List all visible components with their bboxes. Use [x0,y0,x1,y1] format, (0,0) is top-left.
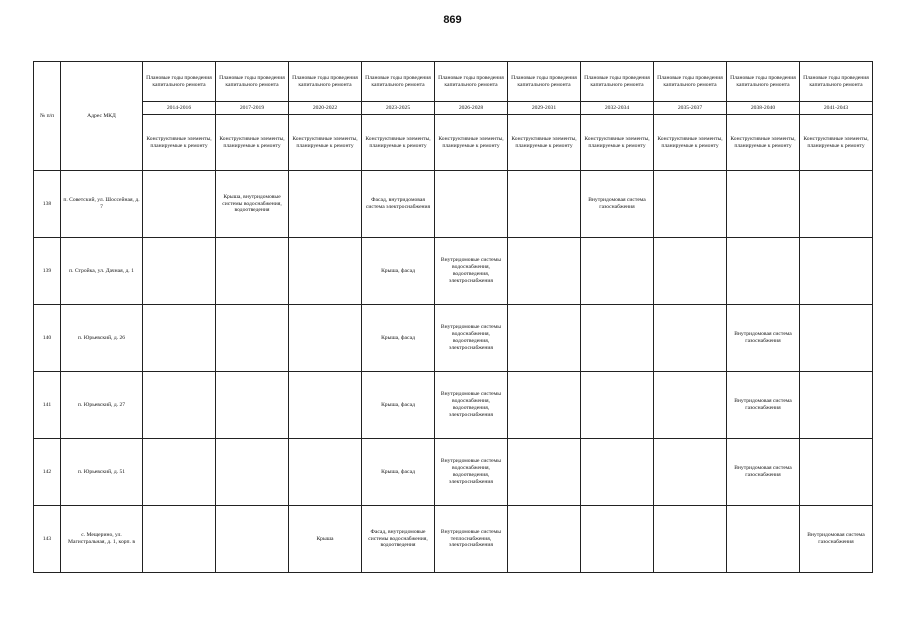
row-number: 142 [34,439,61,506]
capital-repair-table [33,61,873,573]
period-title: Плановые годы проведения капитального ремонта [216,62,289,102]
row-number: 143 [34,506,61,573]
work-cell [289,372,362,439]
work-cell [581,238,654,305]
work-cell [508,506,581,573]
work-cell [508,171,581,238]
header-years-row [34,102,873,115]
work-cell [143,171,216,238]
work-cell [216,305,289,372]
work-cell: Фасад, внутридомовая система электроснабжения [362,171,435,238]
table-row [34,171,873,238]
work-cell [581,439,654,506]
period-title: Плановые годы проведения капитального ремонта [508,62,581,102]
work-cell [654,171,727,238]
period-title: Плановые годы проведения капитального ремонта [727,62,800,102]
work-cell [143,305,216,372]
period-title: Плановые годы проведения капитального ремонта [800,62,873,102]
work-cell [143,372,216,439]
period-subtitle: Конструктивные элементы, планируемые к ремонту [143,115,216,171]
work-cell: Внутридомовые системы водоснабжения, водоотведения, электроснабжения [435,305,508,372]
work-cell [727,238,800,305]
row-address: с. Мещерино, ул. Магистральная, д. 1, корп. в [61,506,143,573]
work-cell: Крыша, фасад [362,305,435,372]
work-cell [800,305,873,372]
work-cell: Внутридомовые системы водоснабжения, водоотведения, электроснабжения [435,238,508,305]
period-years: 2017-2019 [216,102,289,115]
work-cell: Внутридомовая система газоснабжения [727,305,800,372]
work-cell: Внутридомовая система газоснабжения [800,506,873,573]
work-cell: Крыша, фасад [362,372,435,439]
work-cell [508,305,581,372]
period-years: 2032-2034 [581,102,654,115]
period-title: Плановые годы проведения капитального ремонта [435,62,508,102]
period-subtitle: Конструктивные элементы, планируемые к ремонту [362,115,435,171]
work-cell [800,372,873,439]
work-cell [654,439,727,506]
page-number: 869 [443,14,462,26]
table-row [34,372,873,439]
work-cell [654,372,727,439]
work-cell: Крыша, внутридомовые системы водоснабжения, водоотведения [216,171,289,238]
work-cell [143,439,216,506]
work-cell [581,305,654,372]
work-cell: Внутридомовые системы теплоснабжения, электроснабжения [435,506,508,573]
work-cell: Внутридомовая система газоснабжения [581,171,654,238]
period-subtitle: Конструктивные элементы, планируемые к ремонту [508,115,581,171]
work-cell: Крыша, фасад [362,439,435,506]
table-row [34,506,873,573]
row-address: п. Юрьевский, д. 26 [61,305,143,372]
period-years: 2041-2043 [800,102,873,115]
period-years: 2023-2025 [362,102,435,115]
work-cell [508,238,581,305]
period-title: Плановые годы проведения капитального ремонта [289,62,362,102]
work-cell [581,372,654,439]
period-years: 2026-2028 [435,102,508,115]
header-title-row [34,62,873,102]
work-cell [216,439,289,506]
work-cell [508,439,581,506]
period-title: Плановые годы проведения капитального ремонта [654,62,727,102]
period-subtitle: Конструктивные элементы, планируемые к ремонту [435,115,508,171]
address-header: Адрес МКД [61,62,143,171]
work-cell [654,305,727,372]
table-row [34,439,873,506]
period-subtitle: Конструктивные элементы, планируемые к ремонту [216,115,289,171]
work-cell [654,238,727,305]
period-years: 2029-2031 [508,102,581,115]
work-cell: Внутридомовая система газоснабжения [727,372,800,439]
work-cell [508,372,581,439]
row-address: п. Юрьевский, д. 51 [61,439,143,506]
work-cell [435,171,508,238]
table-row [34,238,873,305]
row-number: 138 [34,171,61,238]
work-cell: Крыша, фасад [362,238,435,305]
work-cell: Внутридомовые системы водоснабжения, водоотведения, электроснабжения [435,439,508,506]
row-address: п. Юрьевский, д. 27 [61,372,143,439]
work-cell [289,171,362,238]
row-number: 140 [34,305,61,372]
work-cell [216,372,289,439]
work-cell [654,506,727,573]
work-cell: Внутридомовые системы водоснабжения, водоотведения, электроснабжения [435,372,508,439]
row-address: п. Стройка, ул. Дачная, д. 1 [61,238,143,305]
period-subtitle: Конструктивные элементы, планируемые к ремонту [289,115,362,171]
row-number: 141 [34,372,61,439]
period-subtitle: Конструктивные элементы, планируемые к ремонту [654,115,727,171]
period-subtitle: Конструктивные элементы, планируемые к ремонту [800,115,873,171]
work-cell: Фасад, внутридомовые системы водоснабжения, водоотведения [362,506,435,573]
period-subtitle: Конструктивные элементы, планируемые к ремонту [727,115,800,171]
period-years: 2038-2040 [727,102,800,115]
period-years: 2014-2016 [143,102,216,115]
work-cell [727,506,800,573]
work-cell [800,171,873,238]
period-title: Плановые годы проведения капитального ремонта [143,62,216,102]
work-cell [581,506,654,573]
work-cell [143,506,216,573]
work-cell [289,238,362,305]
work-cell: Крыша [289,506,362,573]
work-cell [800,439,873,506]
work-cell [289,439,362,506]
row-address: п. Советский, ул. Шоссейная, д. 7 [61,171,143,238]
period-subtitle: Конструктивные элементы, планируемые к ремонту [581,115,654,171]
num-header: № п/п [34,62,61,171]
header-subtitle-row [34,115,873,171]
work-cell [216,238,289,305]
period-years: 2020-2022 [289,102,362,115]
work-cell [289,305,362,372]
work-cell [727,171,800,238]
table-row [34,305,873,372]
period-title: Плановые годы проведения капитального ремонта [362,62,435,102]
work-cell [216,506,289,573]
work-cell [800,238,873,305]
period-title: Плановые годы проведения капитального ремонта [581,62,654,102]
row-number: 139 [34,238,61,305]
work-cell [143,238,216,305]
work-cell: Внутридомовая система газоснабжения [727,439,800,506]
period-years: 2035-2037 [654,102,727,115]
